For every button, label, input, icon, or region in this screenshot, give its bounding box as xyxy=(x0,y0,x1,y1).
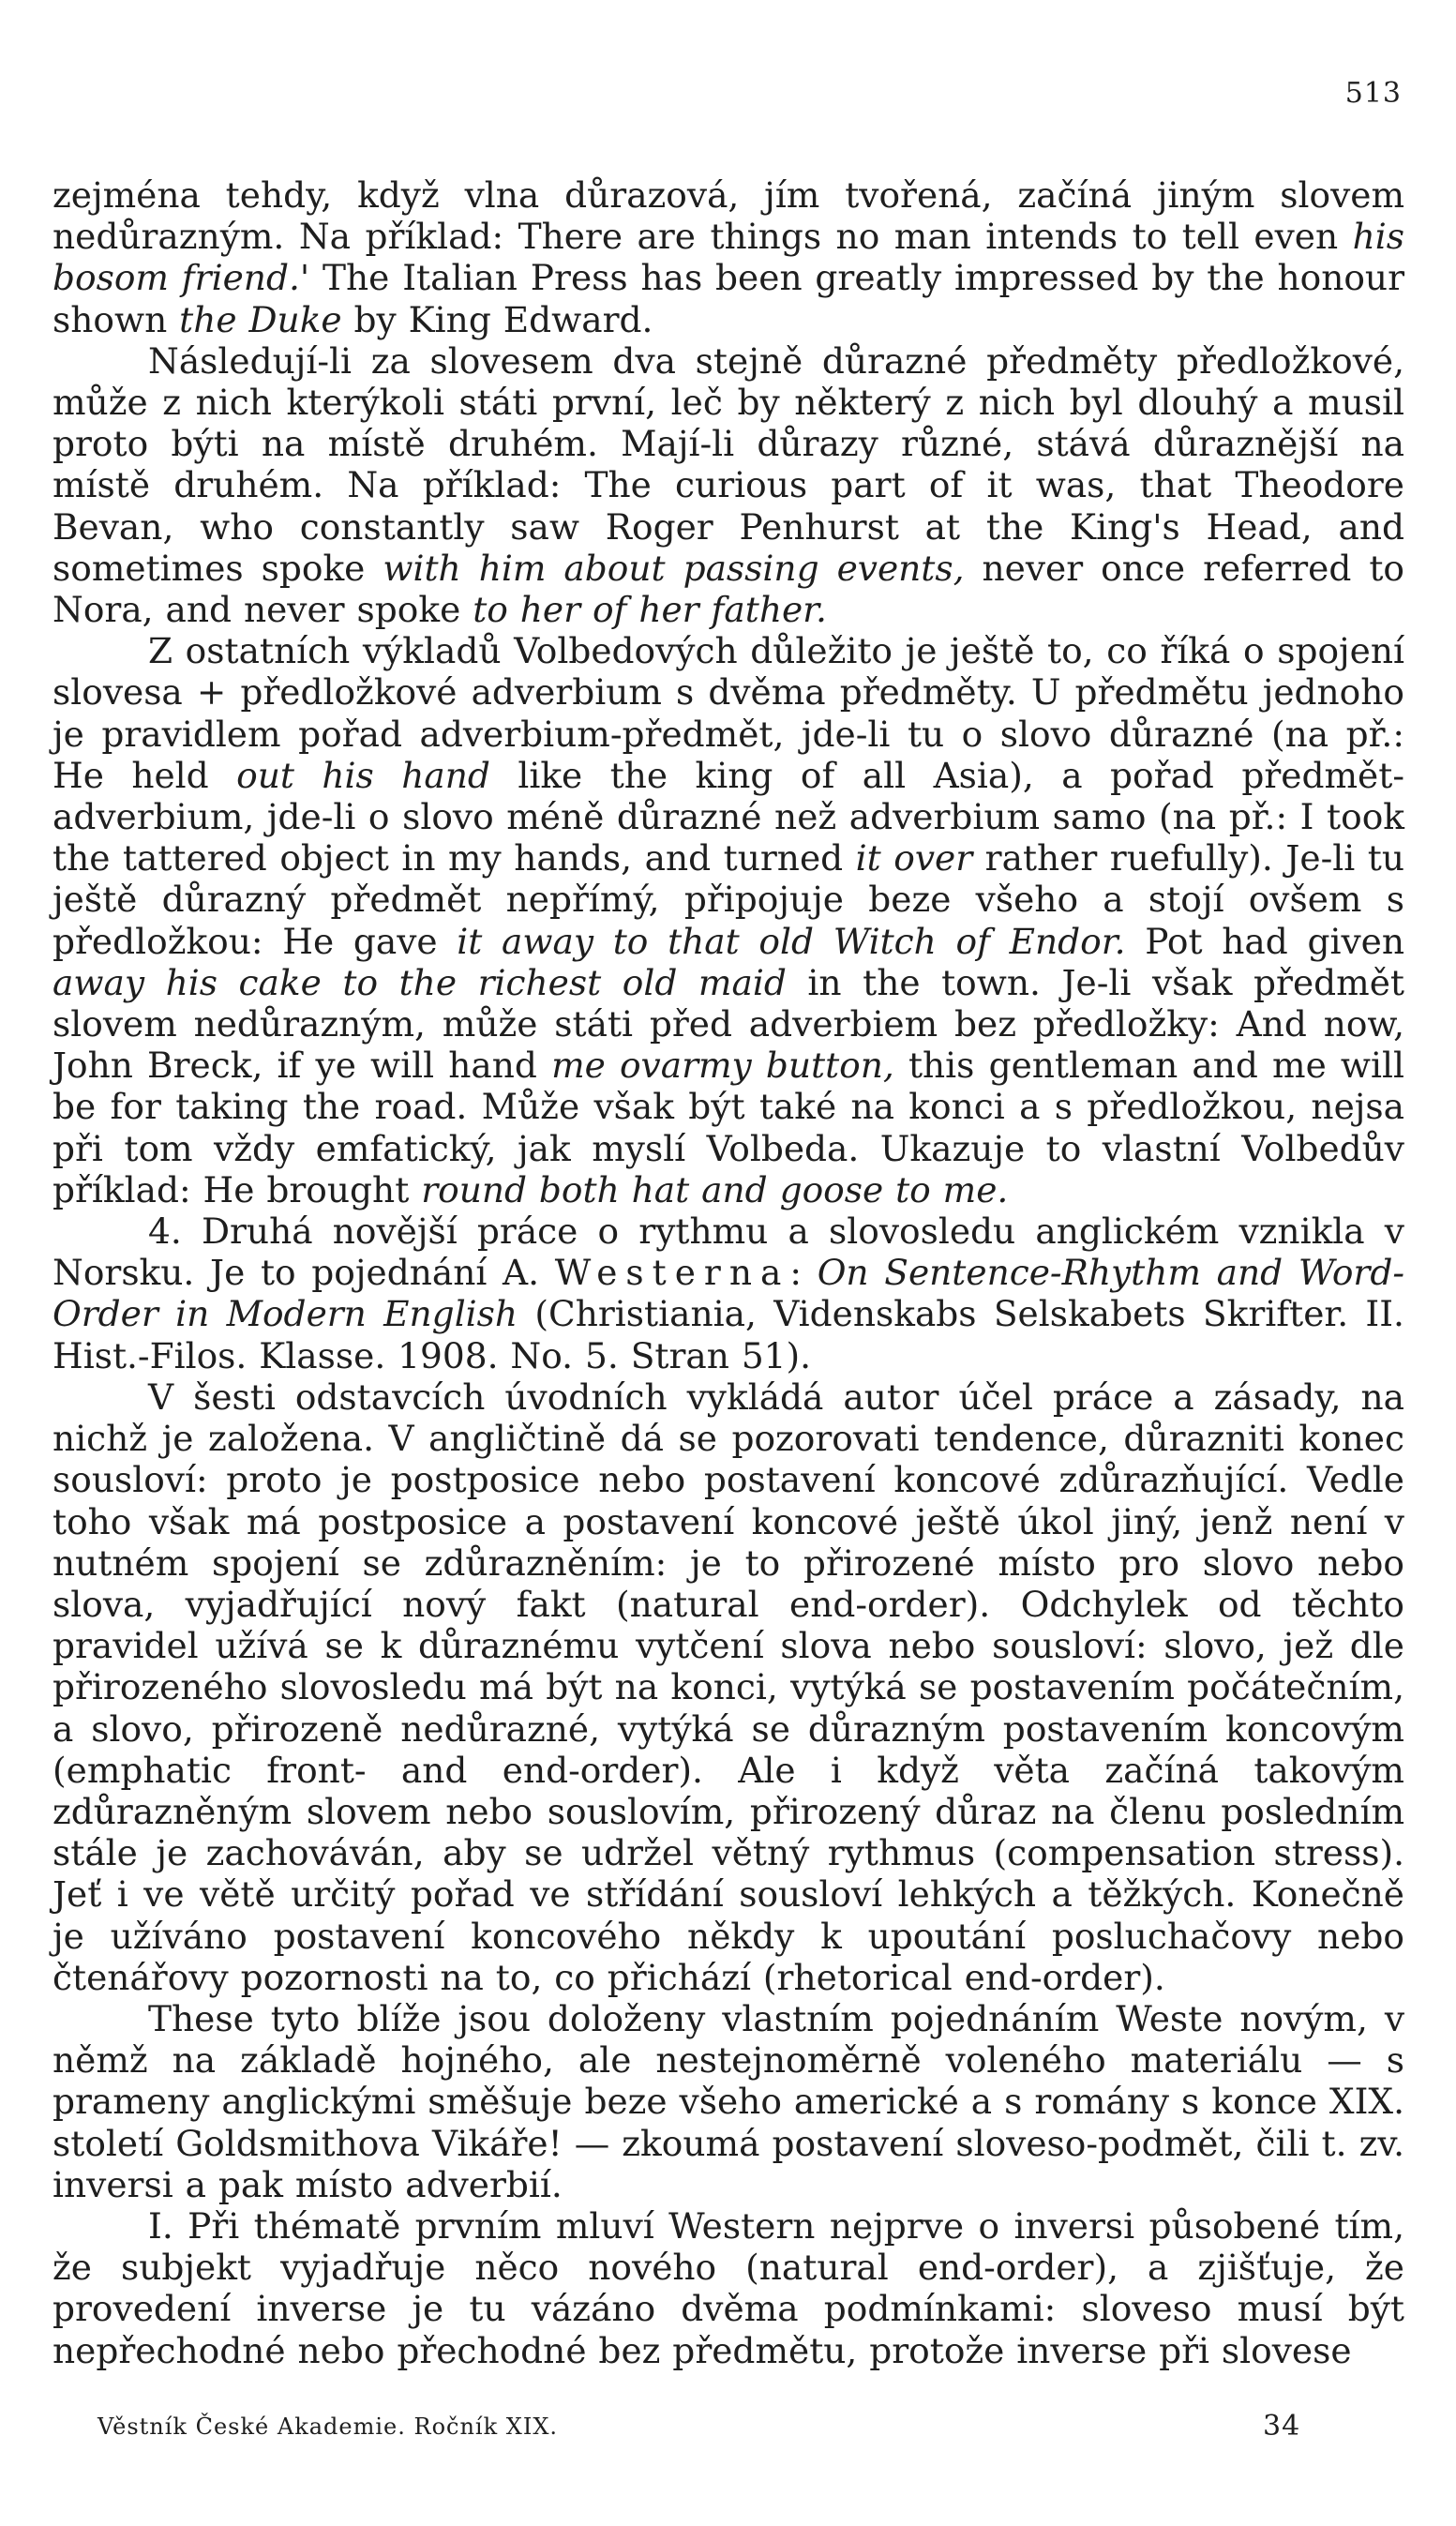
example-italic: it over xyxy=(855,837,973,880)
example-italic: out his hand xyxy=(236,754,490,796)
paragraph-2 xyxy=(53,340,1404,630)
text-run: ' The Italian Press has been greatly impressed by the honour shown xyxy=(53,257,1405,340)
example-italic: it away to that old Witch of Endor. xyxy=(457,920,1126,962)
work-title: On Sentence-Rhythm and Word-Order in Modern English xyxy=(53,1252,1405,1335)
text-run: by King Edward. xyxy=(341,298,653,340)
example-italic: to her of her father. xyxy=(473,589,827,631)
text-run: (Christiania, Videnskabs Selskabets Skrifter. II. Hist.-Filos. Klasse. 1908. No. 5. Stran 51). xyxy=(53,1293,1404,1376)
text-run: like the king of all Asia), a pořad předmět-adverbium, jde-li o slovo méně důrazné než adverbium samo (na př.: I took the tattered object in my hands, and turned xyxy=(53,754,1404,880)
text-run: this gentleman and me will be for taking the road. Může však být také na konci a s předložkou, nejsa při tom vždy emfatický, jak myslí Volbeda. Ukazuje to vlastní Volbedův příklad: He brought xyxy=(53,1045,1404,1210)
paragraph-3 xyxy=(53,630,1404,1210)
text-run: Z ostatních výkladů Volbedových důležito je ještě to, co říká o spojení slovesa + předložkové adverbium s dvěma předměty. U předmětu jednoho je pravidlem pořad adverbium-předmět, jde-li tu o slovo důrazné (na př.: He held xyxy=(53,630,1404,796)
paragraph-1 xyxy=(53,174,1404,340)
page-number: 513 xyxy=(1344,77,1402,110)
text-run: Pot had given xyxy=(1125,920,1404,962)
text-run: 4. Druhá novější práce o rythmu a slovosledu anglickém vznikla v Norsku. Je to pojednání A. xyxy=(53,1210,1404,1294)
footer-sheet-number: 34 xyxy=(1263,2410,1301,2443)
text-run: Následují-li za slovesem dva stejně důrazné předměty předložkové, může z nich kterýkoli státi první, leč by některý z nich byl dlouhý a musil proto býti na místě druhém. Mají-li důrazy různé, stává důraznější na místě druhém. Na příklad: The curious part of it was, that Theodore Bevan, who constantly saw Roger Penhurst at the King's Head, and sometimes spoke xyxy=(53,339,1404,589)
example-italic: away his cake to the richest old maid xyxy=(53,961,787,1003)
text-run: : xyxy=(789,1252,818,1294)
footer-journal: Věstník České Akademie. Ročník XIX. xyxy=(98,2413,559,2440)
paragraph-5: V šesti odstavcích úvodních vykládá autor účel práce a zásady, na nichž je založena. V angličtině dá se pozorovati tendence, důrazniti konec sousloví: proto je postposice nebo postavení koncové zdůrazňující. Vedle toho však má postposice a postavení koncové ještě úkol jiný, jenž není v nutném spojení se zdůrazněním: je to přirozené místo pro slovo nebo slova, vyjadřující nový fakt (natural end-order). Odchylek od těchto pravidel užívá se k důraznému vytčení slova nebo sousloví: slovo, jež dle přirozeného slovosledu má být na konci, vytýká se postavením počátečním, a slovo, přirozeně nedůrazné, vytýká se důrazným postavením koncovým (emphatic front- and end-order). Ale i když věta začíná takovým zdůrazněným slovem nebo souslovím, přirozený důraz na členu posledním stále je zachováván, aby se udržel větný rythmus (compensation stress). Jeť i ve větě určitý pořad ve střídání sousloví lehkých a těžkých. Konečně je užíváno postavení koncového někdy k upoutání posluchačovy nebo čtenářovy pozornosti na to, co přichází (rhetorical end-order). xyxy=(53,1376,1404,1998)
body-text xyxy=(53,174,1404,2371)
paragraph-4 xyxy=(53,1210,1404,1376)
example-italic: round both hat and goose to me. xyxy=(421,1168,1009,1210)
text-run: in the town. Je-li však předmět slovem nedůrazným, může státi před adverbiem bez předložky: And now, John Breck, if ye will hand xyxy=(53,961,1404,1087)
author-name: Westerna xyxy=(554,1252,790,1294)
text-run: never once referred to Nora, and never spoke xyxy=(53,547,1404,631)
example-italic: me ovarmy button, xyxy=(551,1045,894,1087)
text-run: zejména tehdy, když vlna důrazová, jím tvořená, začíná jiným slovem nedůrazným. Na příklad: There are things no man intends to tell even xyxy=(53,174,1404,258)
example-italic: with him about passing events, xyxy=(383,547,965,589)
example-italic: the Duke xyxy=(179,298,342,340)
example-italic: his bosom friend. xyxy=(53,216,1404,299)
text-run: rather ruefully). Je-li tu ještě důrazný předmět nepřímý, připojuje beze všeho a stojí ovšem s předložkou: He gave xyxy=(53,837,1404,962)
paragraph-6: These tyto blíže jsou doloženy vlastním pojednáním Weste novým, v němž na základě hojného, ale nestejnoměrně voleného materiálu — s prameny anglickými směšuje beze všeho americké a s romány s konce XIX. století Goldsmithova Vikáře! — zkoumá postavení sloveso-podmět, čili t. zv. inversi a pak místo adverbií. xyxy=(53,1997,1404,2205)
paragraph-7: I. Při thématě prvním mluví Western nejprve o inversi působené tím, že subjekt vyjadřuje něco nového (natural end-order), a zjišťuje, že provedení inverse je tu vázáno dvěma podmínkami: sloveso musí být nepřechodné nebo přechodné bez předmětu, protože inverse při slovese xyxy=(53,2204,1404,2371)
